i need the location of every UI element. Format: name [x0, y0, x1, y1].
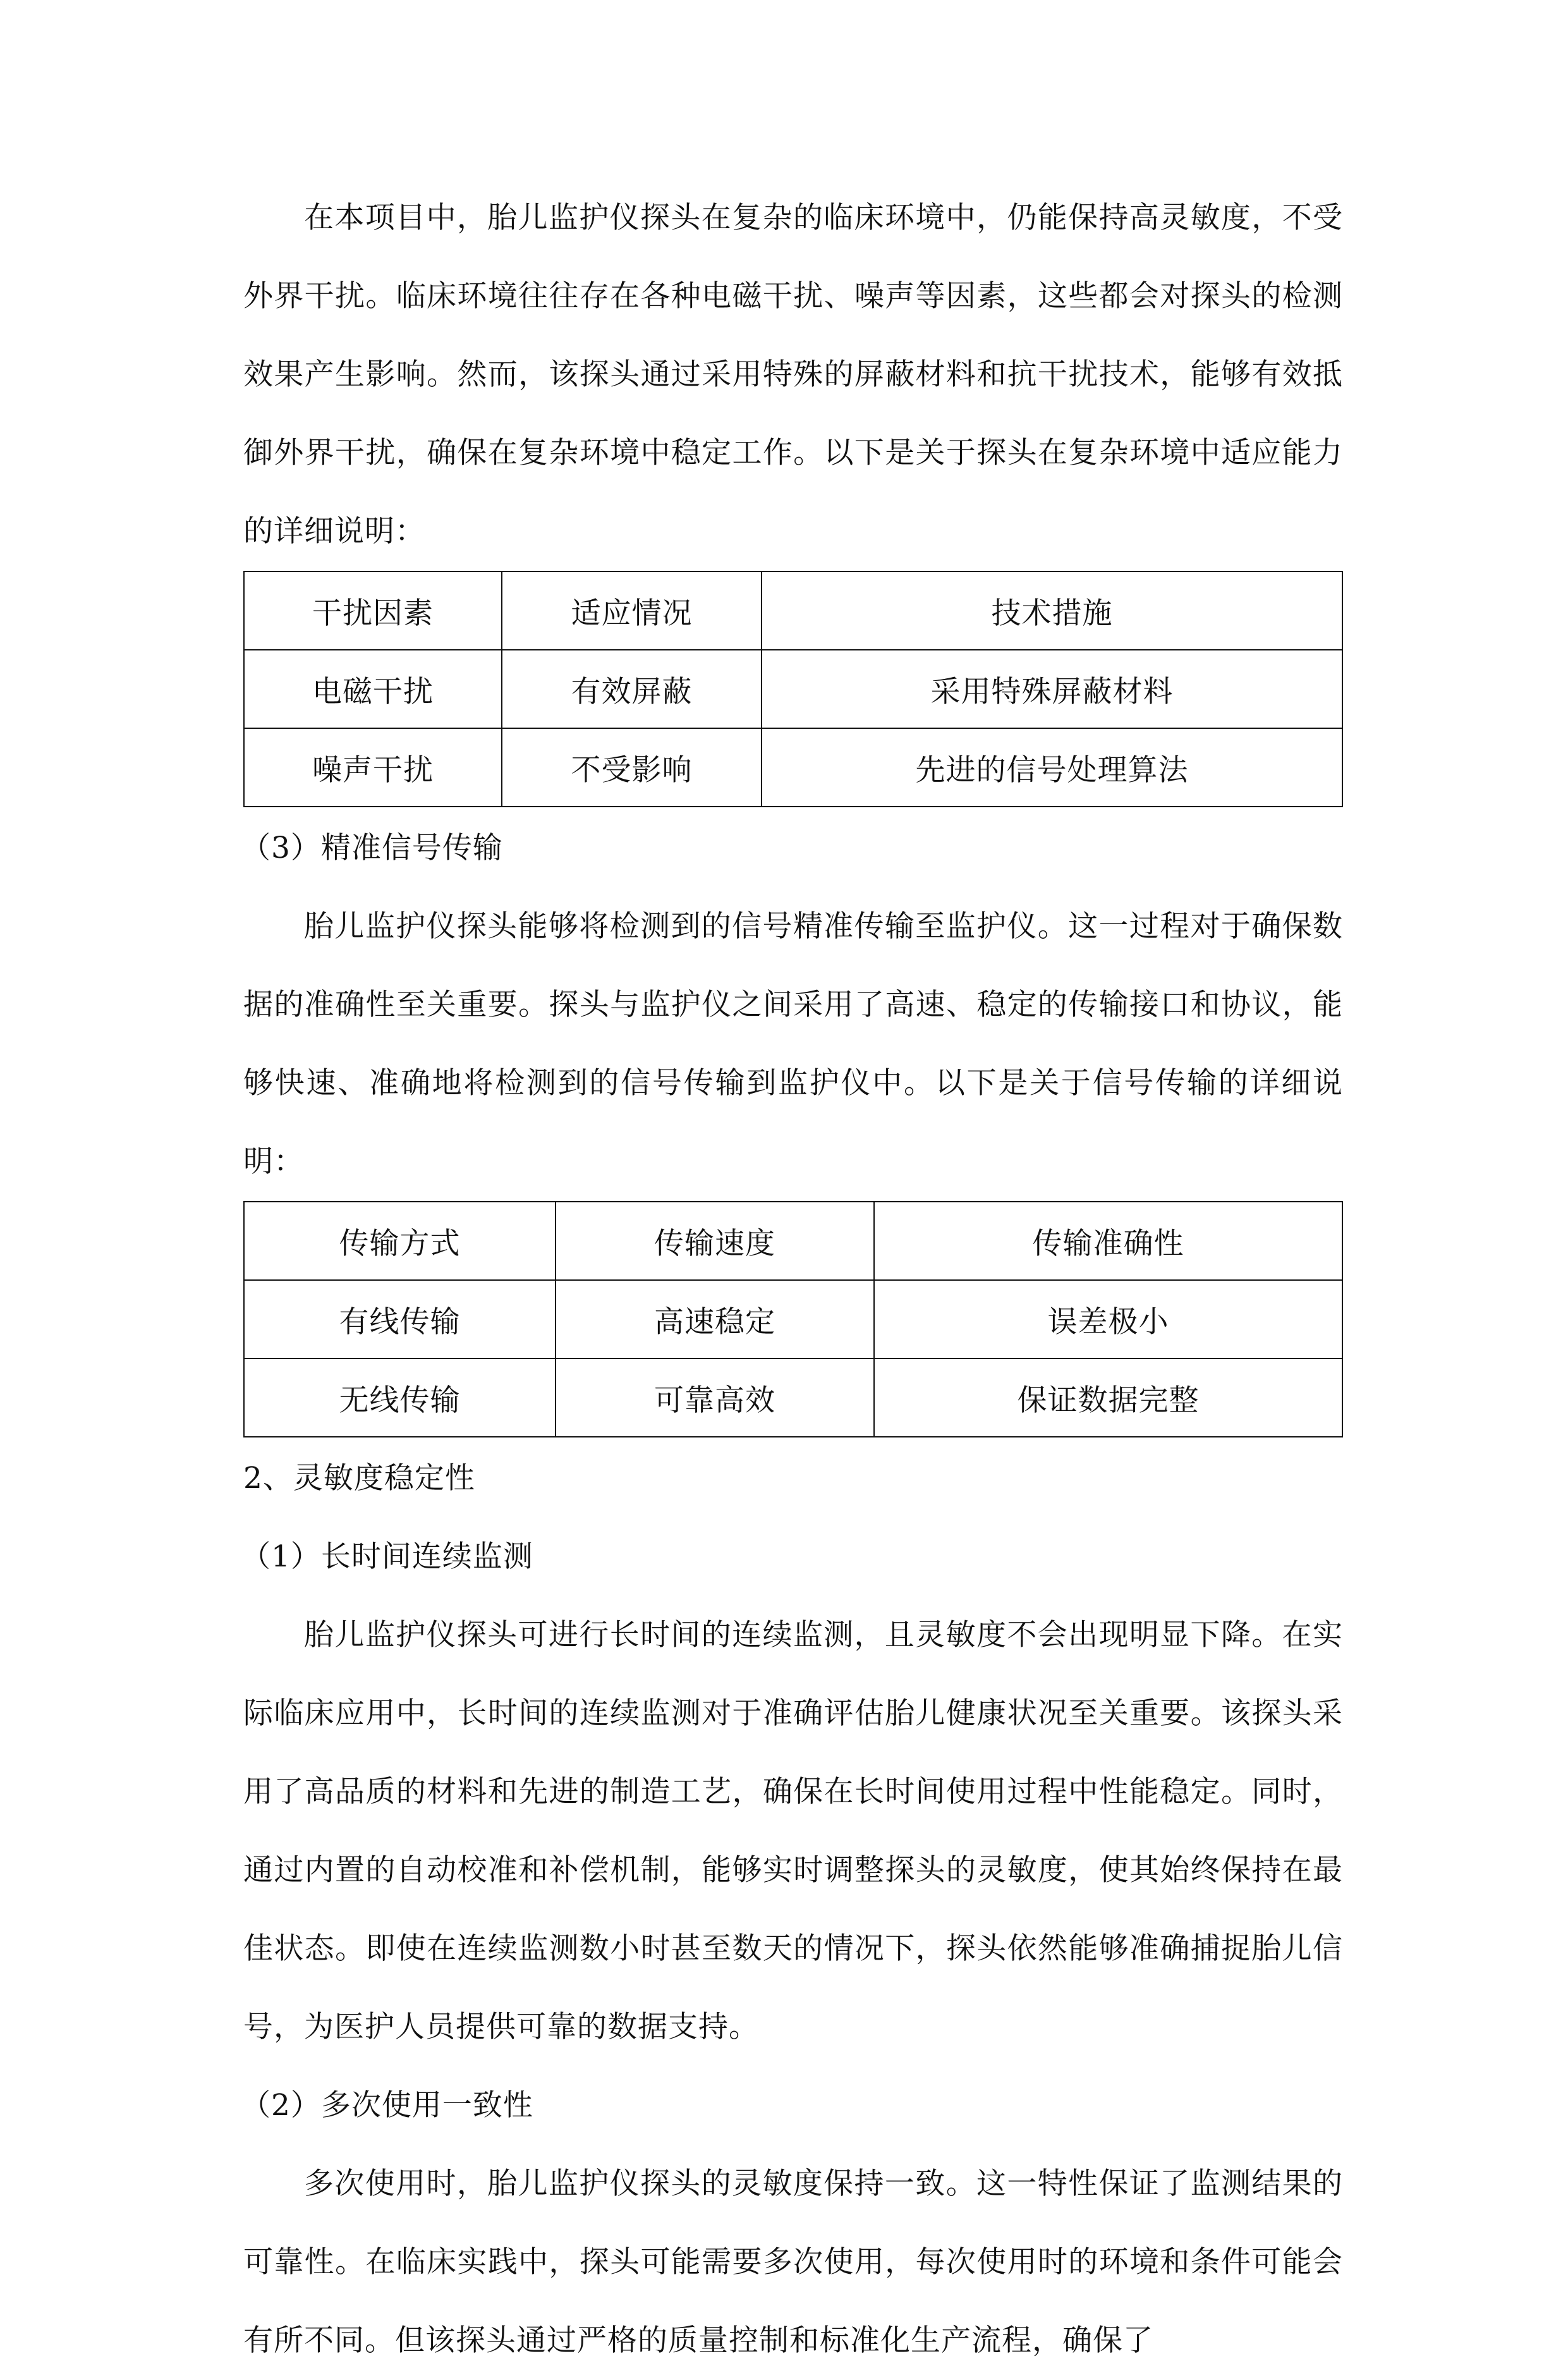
interference-table	[243, 571, 1343, 807]
table-row	[244, 1358, 1342, 1437]
table-header-cell: 适应情况	[502, 571, 762, 650]
table-cell: 有线传输	[244, 1280, 556, 1358]
table-header-cell: 干扰因素	[244, 571, 502, 650]
table-cell: 无线传输	[244, 1358, 556, 1437]
subheading-continuous-monitoring: （1）长时间连续监测	[241, 1539, 533, 1574]
section-heading-signal-transmission: （3）精准信号传输	[241, 831, 503, 865]
table-header-cell: 传输准确性	[874, 1202, 1342, 1280]
table-cell: 高速稳定	[556, 1280, 874, 1358]
repeat-use-paragraph: 多次使用时，胎儿监护仪探头的灵敏度保持一致。这一特性保证了监测结果的可靠性。在临床实践中，探头可能需要多次使用，每次使用时的环境和条件可能会有所不同。但该探头通过严格的质量控制和标准化生产流程，确保了	[243, 2166, 1343, 2358]
table-header-cell: 传输方式	[244, 1202, 556, 1280]
table-cell: 噪声干扰	[244, 728, 502, 807]
table-cell: 采用特殊屏蔽材料	[762, 650, 1342, 728]
table-cell: 有效屏蔽	[502, 650, 762, 728]
continuous-monitoring-paragraph: 胎儿监护仪探头可进行长时间的连续监测，且灵敏度不会出现明显下降。在实际临床应用中，长时间的连续监测对于准确评估胎儿健康状况至关重要。该探头采用了高品质的材料和先进的制造工艺，确保在长时间使用过程中性能稳定。同时，通过内置的自动校准和补偿机制，能够实时调整探头的灵敏度，使其始终保持在最佳状态。即使在连续监测数小时甚至数天的情况下，探头依然能够准确捕捉胎儿信号，为医护人员提供可靠的数据支持。	[243, 1618, 1343, 2044]
table-header-cell: 技术措施	[762, 571, 1342, 650]
table-header-cell: 传输速度	[556, 1202, 874, 1280]
subheading-repeat-use-consistency: （2）多次使用一致性	[241, 2088, 533, 2123]
table-cell: 不受影响	[502, 728, 762, 807]
table-row	[244, 650, 1342, 728]
document-body	[243, 179, 1343, 2380]
signal-transmission-paragraph: 胎儿监护仪探头能够将检测到的信号精准传输至监护仪。这一过程对于确保数据的准确性至关重要。探头与监护仪之间采用了高速、稳定的传输接口和协议，能够快速、准确地将检测到的信号传输到监护仪中。以下是关于信号传输的详细说明：	[243, 909, 1343, 1179]
table-row	[244, 728, 1342, 807]
intro-paragraph: 在本项目中，胎儿监护仪探头在复杂的临床环境中，仍能保持高灵敏度，不受外界干扰。临床环境往往存在各种电磁干扰、噪声等因素，这些都会对探头的检测效果产生影响。然而，该探头通过采用特殊的屏蔽材料和抗干扰技术，能够有效抵御外界干扰，确保在复杂环境中稳定工作。以下是关于探头在复杂环境中适应能力的详细说明：	[243, 200, 1343, 549]
transmission-table	[243, 1201, 1343, 1437]
table-header-row	[244, 571, 1342, 650]
table-cell: 先进的信号处理算法	[762, 728, 1342, 807]
table-cell: 电磁干扰	[244, 650, 502, 728]
table-cell: 保证数据完整	[874, 1358, 1342, 1437]
table-cell: 误差极小	[874, 1280, 1342, 1358]
table-header-row	[244, 1202, 1342, 1280]
table-cell: 可靠高效	[556, 1358, 874, 1437]
section-heading-sensitivity-stability: 2、灵敏度稳定性	[243, 1461, 475, 1496]
table-row	[244, 1280, 1342, 1358]
